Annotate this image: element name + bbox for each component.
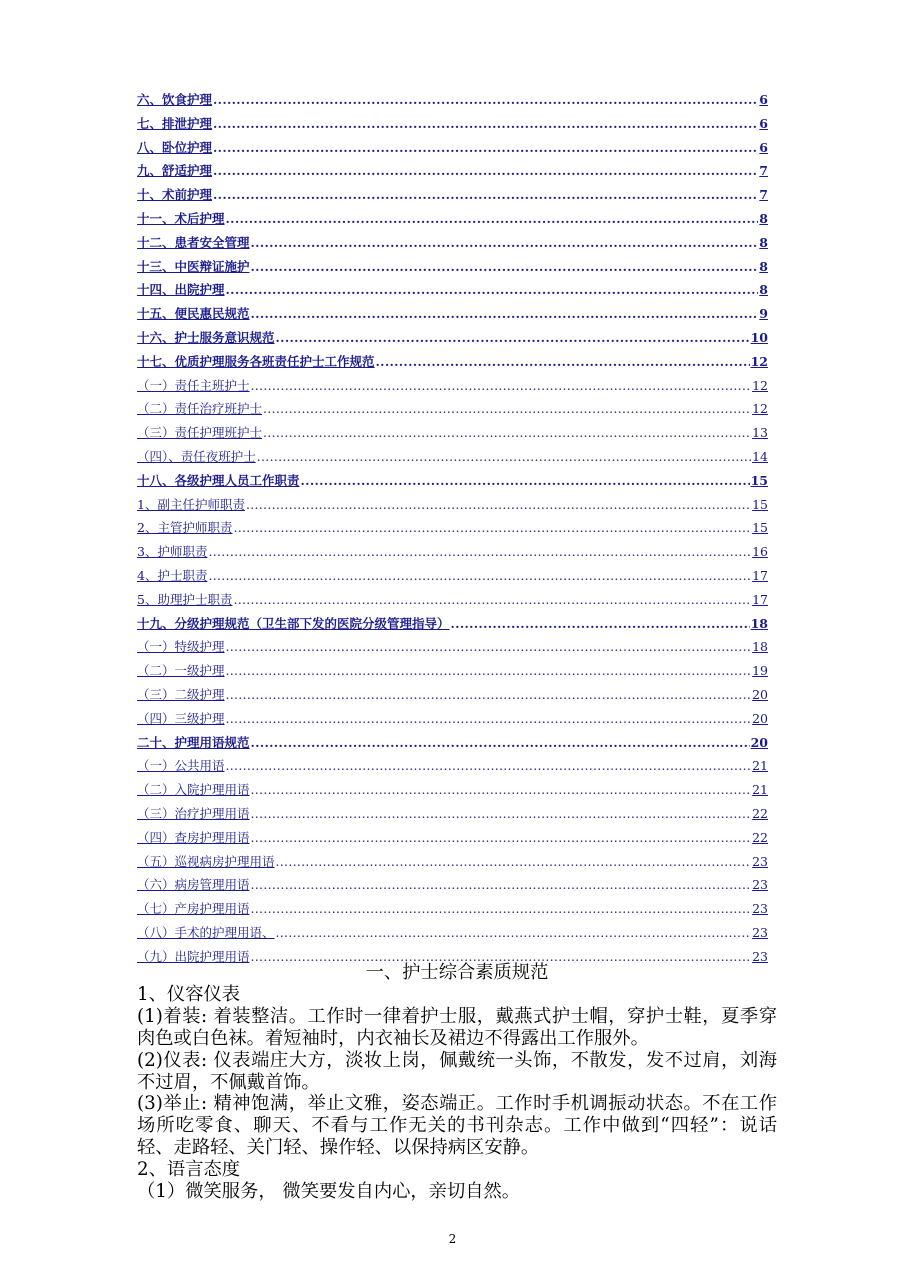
toc-entry[interactable] — [137, 802, 768, 826]
body-paragraph: (2)仪表: 仪表端庄大方，淡妆上岗，佩戴统一头饰，不散发，发不过肩，刘海不过眉，不佩戴首饰。 — [137, 1049, 777, 1093]
toc-entry-title[interactable]: 十、术前护理 — [137, 187, 213, 203]
toc-entry-page[interactable]: 21 — [752, 782, 768, 798]
toc-entry[interactable] — [137, 778, 768, 802]
toc-entry-page[interactable]: 22 — [752, 829, 768, 845]
toc-dot-leader — [263, 421, 751, 445]
toc-dot-leader — [301, 469, 750, 493]
toc-dot-leader — [276, 850, 752, 874]
toc-dot-leader — [226, 207, 759, 231]
toc-entry-page[interactable]: 23 — [752, 877, 768, 893]
toc-entry-title[interactable]: （五）巡视病房护理用语 — [137, 853, 275, 869]
toc-dot-leader — [276, 326, 750, 350]
toc-entry[interactable] — [137, 112, 768, 136]
toc-entry-title[interactable]: 十五、便民惠民规范 — [137, 306, 250, 322]
toc-entry-title[interactable]: 3、护师职责 — [137, 544, 208, 560]
toc-dot-leader — [226, 707, 752, 731]
toc-entry-page[interactable]: 7 — [759, 163, 768, 179]
toc-dot-leader — [213, 183, 758, 207]
toc-entry-title[interactable]: （三）二级护理 — [137, 686, 225, 702]
toc-dot-leader — [263, 397, 751, 421]
toc-entry-title[interactable]: （六）病房管理用语 — [137, 877, 250, 893]
toc-dot-leader — [208, 564, 751, 588]
toc-dot-leader — [226, 635, 752, 659]
toc-entry-page[interactable]: 10 — [750, 329, 768, 345]
toc-entry-page[interactable]: 23 — [752, 924, 768, 940]
toc-entry-page[interactable]: 8 — [759, 234, 768, 250]
toc-dot-leader — [226, 278, 759, 302]
toc-dot-leader — [251, 255, 759, 279]
body-paragraph: (3)举止: 精神饱满，举止文雅，姿态端正。工作时手机调振动状态。不在工作场所吃零食、聊天、不看与工作无关的书刊杂志。工作中做到“四轻”：说话轻、走路轻、关门轻、操作轻、以保持病区安静。 — [137, 1093, 777, 1159]
toc-entry[interactable] — [137, 302, 768, 326]
toc-entry-title[interactable]: 九、舒适护理 — [137, 163, 213, 179]
toc-entry[interactable] — [137, 516, 768, 540]
toc-entry-page[interactable]: 21 — [752, 758, 768, 774]
toc-entry[interactable] — [137, 231, 768, 255]
toc-entry-page[interactable]: 14 — [752, 448, 768, 464]
toc-entry[interactable] — [137, 136, 768, 160]
toc-dot-leader — [251, 826, 752, 850]
toc-dot-leader — [208, 540, 751, 564]
toc-entry[interactable] — [137, 873, 768, 897]
toc-dot-leader — [376, 350, 750, 374]
toc-entry[interactable] — [137, 754, 768, 778]
toc-entry[interactable] — [137, 897, 768, 921]
toc-entry-page[interactable]: 12 — [752, 377, 768, 393]
toc-entry[interactable] — [137, 421, 768, 445]
toc-entry-title[interactable]: （二）入院护理用语 — [137, 782, 250, 798]
toc-dot-leader — [251, 374, 752, 398]
table-of-contents — [137, 88, 768, 968]
toc-entry-page[interactable]: 15 — [752, 520, 768, 536]
toc-entry-page[interactable]: 8 — [759, 258, 768, 274]
toc-entry-page[interactable]: 6 — [759, 139, 768, 155]
toc-entry[interactable] — [137, 159, 768, 183]
toc-entry-title[interactable]: 十六、护士服务意识规范 — [137, 329, 275, 345]
toc-entry-title[interactable]: （三）治疗护理用语 — [137, 805, 250, 821]
toc-entry-title[interactable]: （七）产房护理用语 — [137, 901, 250, 917]
toc-dot-leader — [213, 88, 758, 112]
toc-entry-page[interactable]: 20 — [752, 686, 768, 702]
toc-entry-title[interactable]: 1、副主任护师职责 — [137, 496, 245, 512]
toc-dot-leader — [251, 231, 759, 255]
toc-entry[interactable] — [137, 88, 768, 112]
toc-entry-title[interactable]: （二）责任治疗班护士 — [137, 401, 263, 417]
toc-entry[interactable] — [137, 255, 768, 279]
toc-entry-title[interactable]: 六、饮食护理 — [137, 92, 213, 107]
toc-entry-title[interactable]: 5、助理护士职责 — [137, 591, 233, 607]
toc-entry-title[interactable]: 十一、术后护理 — [137, 210, 225, 226]
toc-entry-page[interactable]: 17 — [752, 567, 768, 583]
toc-entry-title[interactable]: （四）查房护理用语 — [137, 829, 250, 845]
toc-entry-page[interactable]: 18 — [752, 639, 768, 655]
toc-entry-page[interactable]: 18 — [750, 615, 768, 631]
toc-entry-page[interactable]: 8 — [759, 282, 768, 298]
toc-entry[interactable] — [137, 683, 768, 707]
section-body — [137, 962, 777, 1203]
toc-entry-title[interactable]: 十四、出院护理 — [137, 282, 225, 298]
toc-dot-leader — [226, 659, 752, 683]
toc-entry[interactable] — [137, 659, 768, 683]
toc-entry-title[interactable]: 八、卧位护理 — [137, 139, 213, 155]
toc-dot-leader — [251, 778, 752, 802]
toc-dot-leader — [213, 159, 758, 183]
toc-entry-page[interactable]: 7 — [759, 187, 768, 203]
toc-entry-page[interactable]: 20 — [750, 734, 768, 750]
toc-dot-leader — [251, 731, 750, 755]
toc-entry-title[interactable]: 十七、优质护理服务各班责任护士工作规范 — [137, 353, 375, 369]
toc-entry-page[interactable]: 15 — [752, 496, 768, 512]
toc-entry[interactable] — [137, 826, 768, 850]
toc-entry-title[interactable]: （八）手术的护理用语、 — [137, 924, 275, 940]
toc-entry-page[interactable]: 15 — [750, 472, 768, 488]
toc-dot-leader — [226, 683, 752, 707]
toc-entry[interactable] — [137, 374, 768, 398]
toc-entry[interactable] — [137, 493, 768, 517]
toc-entry[interactable] — [137, 278, 768, 302]
body-paragraph: (1)着装: 着装整洁。工作时一律着护士服，戴燕式护士帽，穿护士鞋，夏季穿肉色或白色袜。着短袖时，内衣袖长及裙边不得露出工作服外。 — [137, 1005, 777, 1049]
toc-entry-title[interactable]: （二）一级护理 — [137, 663, 225, 679]
toc-entry[interactable] — [137, 207, 768, 231]
toc-dot-leader — [246, 493, 751, 517]
toc-dot-leader — [276, 921, 752, 945]
toc-entry[interactable] — [137, 183, 768, 207]
toc-entry[interactable] — [137, 588, 768, 612]
toc-dot-leader — [257, 445, 751, 469]
toc-entry-title[interactable]: 2、主管护师职责 — [137, 520, 233, 536]
toc-entry[interactable] — [137, 707, 768, 731]
toc-entry-page[interactable]: 19 — [752, 663, 768, 679]
toc-dot-leader — [213, 136, 758, 160]
toc-entry-page[interactable]: 23 — [752, 853, 768, 869]
toc-entry[interactable] — [137, 445, 768, 469]
toc-entry-page[interactable]: 9 — [759, 306, 768, 322]
toc-dot-leader — [233, 516, 751, 540]
toc-entry-page[interactable]: 12 — [750, 353, 768, 369]
page-number: 2 — [448, 1232, 457, 1246]
toc-entry[interactable] — [137, 564, 768, 588]
toc-dot-leader — [226, 754, 752, 778]
toc-entry[interactable] — [137, 469, 768, 493]
toc-dot-leader — [251, 897, 752, 921]
toc-entry[interactable] — [137, 350, 768, 374]
body-paragraph: 2、语言态度 — [137, 1159, 241, 1181]
toc-entry-page[interactable]: 6 — [759, 92, 768, 107]
toc-entry-title[interactable]: （四）三级护理 — [137, 710, 225, 726]
toc-entry-title[interactable]: 4、护士职责 — [137, 567, 208, 583]
toc-entry[interactable] — [137, 397, 768, 421]
body-paragraph: （1）微笑服务， 微笑要发自内心，亲切自然。 — [137, 1181, 521, 1203]
toc-entry-page[interactable]: 8 — [759, 210, 768, 226]
toc-dot-leader — [251, 802, 752, 826]
toc-entry-page[interactable]: 20 — [752, 710, 768, 726]
toc-entry-title[interactable]: （九）出院护理用语 — [137, 948, 250, 964]
toc-entry[interactable] — [137, 921, 768, 945]
toc-entry[interactable] — [137, 850, 768, 874]
toc-entry-page[interactable]: 22 — [752, 805, 768, 821]
toc-entry-title[interactable]: （一）特级护理 — [137, 639, 225, 655]
paragraph-list — [137, 984, 777, 1203]
toc-entry-title[interactable]: 十三、中医辩证施护 — [137, 258, 250, 274]
body-paragraph: 1、仪容仪表 — [137, 983, 241, 1005]
toc-entry-title[interactable]: 十八、各级护理人员工作职责 — [137, 472, 300, 488]
toc-dot-leader — [451, 612, 750, 636]
toc-entry-title[interactable]: 十二、患者安全管理 — [137, 234, 250, 250]
toc-dot-leader — [213, 112, 758, 136]
toc-entry-page[interactable]: 12 — [752, 401, 768, 417]
toc-entry-title[interactable]: 七、排泄护理 — [137, 115, 213, 131]
toc-entry-title[interactable]: 十九、分级护理规范（卫生部下发的医院分级管理指导） — [137, 615, 450, 631]
toc-entry[interactable] — [137, 635, 768, 659]
toc-entry-title[interactable]: （一）公共用语 — [137, 758, 225, 774]
toc-entry-title[interactable]: 二十、护理用语规范 — [137, 734, 250, 750]
toc-entry[interactable] — [137, 612, 768, 636]
toc-entry-page[interactable]: 23 — [752, 948, 768, 964]
toc-entry-page[interactable]: 17 — [752, 591, 768, 607]
section-title: 一、护士综合素质规范 — [365, 962, 549, 983]
toc-entry-title[interactable]: （一）责任主班护士 — [137, 377, 250, 393]
toc-entry-page[interactable]: 6 — [759, 115, 768, 131]
toc-dot-leader — [251, 873, 752, 897]
toc-entry-page[interactable]: 16 — [752, 544, 768, 560]
toc-entry-page[interactable]: 23 — [752, 901, 768, 917]
toc-entry[interactable] — [137, 540, 768, 564]
toc-entry-title[interactable]: （三）责任护理班护士 — [137, 425, 263, 441]
toc-dot-leader — [251, 302, 759, 326]
toc-entry-page[interactable]: 13 — [752, 425, 768, 441]
toc-dot-leader — [233, 588, 751, 612]
toc-entry[interactable] — [137, 326, 768, 350]
toc-entry-title[interactable]: （四）、责任夜班护士 — [137, 448, 256, 464]
toc-entry[interactable] — [137, 731, 768, 755]
